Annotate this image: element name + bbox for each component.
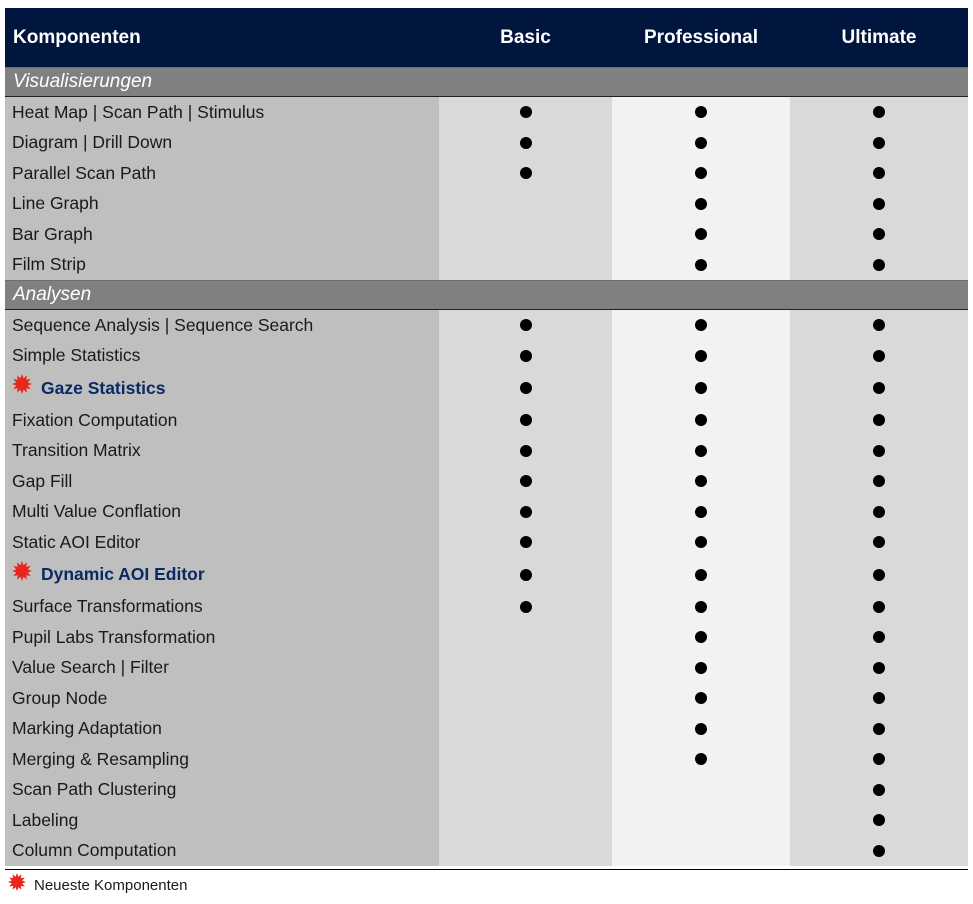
table-row [5,436,968,467]
included-dot-icon [873,259,885,271]
component-cell [5,805,439,836]
included-dot-icon [520,106,532,118]
header-professional: Professional [643,26,759,48]
component-label: Static AOI Editor [12,531,141,552]
legend-text: Neueste Komponenten [34,876,188,894]
component-label: Scan Path Clustering [12,779,177,800]
included-dot-icon [695,662,707,674]
included-dot-icon [873,506,885,518]
component-cell [5,714,439,745]
included-dot-icon [520,382,532,394]
professional-cell [612,250,790,281]
included-dot-icon [695,569,707,581]
included-dot-icon [873,167,885,179]
basic-cell [439,805,612,836]
table-row [5,219,968,250]
included-dot-icon [695,692,707,704]
included-dot-icon [520,137,532,149]
included-dot-icon [873,753,885,765]
included-dot-icon [873,662,885,674]
included-dot-icon [695,753,707,765]
professional-cell [612,97,790,128]
basic-cell [439,436,612,467]
professional-cell [612,158,790,189]
included-dot-icon [695,631,707,643]
professional-cell [612,527,790,558]
component-label: Heat Map | Scan Path | Stimulus [12,101,265,122]
component-label: Simple Statistics [12,345,141,366]
basic-cell [439,128,612,159]
component-cell [5,219,439,250]
component-cell [5,436,439,467]
component-cell [5,622,439,653]
table-row [5,775,968,806]
component-cell [5,310,439,341]
starburst-icon [12,374,32,394]
component-label: Group Node [12,687,108,708]
header-components: Komponenten [13,26,141,48]
basic-cell [439,341,612,372]
basic-cell [439,653,612,684]
component-cell [5,189,439,220]
table-row [5,836,968,867]
included-dot-icon [520,319,532,331]
included-dot-icon [873,382,885,394]
basic-cell [439,405,612,436]
included-dot-icon [695,350,707,362]
included-dot-icon [695,106,707,118]
included-dot-icon [873,106,885,118]
ultimate-cell [790,527,968,558]
component-label: Value Search | Filter [12,657,169,678]
professional-cell [612,466,790,497]
component-label: Film Strip [12,254,86,275]
basic-cell [439,714,612,745]
ultimate-cell [790,189,968,220]
professional-cell [612,219,790,250]
table-row [5,558,968,592]
included-dot-icon [873,137,885,149]
included-dot-icon [520,601,532,613]
basic-cell [439,558,612,592]
ultimate-cell [790,310,968,341]
professional-cell [612,405,790,436]
starburst-icon [8,873,26,891]
basic-cell [439,622,612,653]
included-dot-icon [695,723,707,735]
component-label: Dynamic AOI Editor [41,564,205,584]
table-row [5,158,968,189]
section-header: Analysen [5,280,968,310]
professional-cell [612,341,790,372]
basic-cell [439,592,612,623]
professional-cell [612,653,790,684]
ultimate-cell [790,436,968,467]
ultimate-cell [790,341,968,372]
ultimate-cell [790,744,968,775]
component-label: Column Computation [12,840,177,861]
component-cell [5,466,439,497]
component-cell [5,341,439,372]
table-row [5,250,968,281]
component-cell [5,683,439,714]
included-dot-icon [695,259,707,271]
professional-cell [612,310,790,341]
header-ultimate: Ultimate [841,26,917,48]
included-dot-icon [695,228,707,240]
included-dot-icon [873,601,885,613]
included-dot-icon [695,167,707,179]
component-cell [5,97,439,128]
ultimate-cell [790,775,968,806]
basic-cell [439,158,612,189]
professional-cell [612,744,790,775]
component-label: Surface Transformations [12,596,203,617]
component-cell [5,775,439,806]
professional-cell [612,714,790,745]
component-label: Line Graph [12,193,99,214]
table-row [5,310,968,341]
basic-cell [439,775,612,806]
table-row [5,622,968,653]
ultimate-cell [790,158,968,189]
included-dot-icon [520,475,532,487]
ultimate-cell [790,97,968,128]
included-dot-icon [695,137,707,149]
table-row [5,189,968,220]
table-row [5,805,968,836]
feature-comparison-table [5,8,968,866]
component-label: Bar Graph [12,223,93,244]
professional-cell [612,592,790,623]
section-header: Visualisierungen [5,67,968,97]
included-dot-icon [873,845,885,857]
professional-cell [612,497,790,528]
component-cell [5,558,439,592]
ultimate-cell [790,371,968,405]
basic-cell [439,219,612,250]
included-dot-icon [873,445,885,457]
component-label: Parallel Scan Path [12,162,156,183]
component-cell [5,836,439,867]
legend [8,876,187,894]
ultimate-cell [790,622,968,653]
included-dot-icon [695,475,707,487]
included-dot-icon [520,536,532,548]
included-dot-icon [873,631,885,643]
professional-cell [612,371,790,405]
basic-cell [439,836,612,867]
component-cell [5,371,439,405]
component-label: Gaze Statistics [41,377,166,398]
included-dot-icon [520,506,532,518]
table-row [5,466,968,497]
professional-cell [612,622,790,653]
basic-cell [439,250,612,281]
professional-cell [612,128,790,159]
component-cell [5,744,439,775]
ultimate-cell [790,558,968,592]
ultimate-cell [790,497,968,528]
component-label: Diagram | Drill Down [12,132,173,153]
component-cell [5,497,439,528]
included-dot-icon [695,506,707,518]
component-label: Sequence Analysis | Sequence Search [12,314,314,335]
ultimate-cell [790,836,968,867]
table-row [5,97,968,128]
included-dot-icon [695,601,707,613]
included-dot-icon [873,784,885,796]
component-cell [5,128,439,159]
included-dot-icon [695,536,707,548]
component-label: Fixation Computation [12,409,178,430]
basic-cell [439,371,612,405]
ultimate-cell [790,128,968,159]
included-dot-icon [873,319,885,331]
ultimate-cell [790,805,968,836]
basic-cell [439,310,612,341]
component-label: Merging & Resampling [12,748,190,769]
table-row [5,497,968,528]
table-row [5,405,968,436]
included-dot-icon [695,382,707,394]
included-dot-icon [873,475,885,487]
table-row [5,653,968,684]
included-dot-icon [873,228,885,240]
included-dot-icon [873,414,885,426]
included-dot-icon [695,198,707,210]
ultimate-cell [790,653,968,684]
table-row [5,371,968,405]
basic-cell [439,527,612,558]
professional-cell [612,775,790,806]
included-dot-icon [873,350,885,362]
included-dot-icon [873,692,885,704]
included-dot-icon [873,198,885,210]
ultimate-cell [790,592,968,623]
component-label: Pupil Labs Transformation [12,626,216,647]
professional-cell [612,558,790,592]
ultimate-cell [790,714,968,745]
basic-cell [439,466,612,497]
basic-cell [439,744,612,775]
included-dot-icon [695,319,707,331]
component-label: Transition Matrix [12,440,141,461]
table-row [5,714,968,745]
starburst-icon [12,561,32,581]
professional-cell [612,189,790,220]
ultimate-cell [790,405,968,436]
included-dot-icon [695,445,707,457]
component-cell [5,653,439,684]
header-basic: Basic [500,26,551,48]
component-cell [5,158,439,189]
basic-cell [439,189,612,220]
basic-cell [439,97,612,128]
ultimate-cell [790,466,968,497]
included-dot-icon [520,350,532,362]
table-row [5,128,968,159]
included-dot-icon [520,445,532,457]
table-row [5,527,968,558]
component-label: Multi Value Conflation [12,501,181,522]
component-cell [5,405,439,436]
professional-cell [612,836,790,867]
included-dot-icon [520,414,532,426]
component-label: Labeling [12,809,79,830]
table-row [5,341,968,372]
component-cell [5,527,439,558]
component-label: Gap Fill [12,470,73,491]
included-dot-icon [520,569,532,581]
table-body [5,67,968,866]
included-dot-icon [873,814,885,826]
component-cell [5,250,439,281]
included-dot-icon [873,569,885,581]
table-row [5,592,968,623]
component-cell [5,592,439,623]
ultimate-cell [790,683,968,714]
table-bottom-border [5,869,968,870]
ultimate-cell [790,250,968,281]
included-dot-icon [520,167,532,179]
professional-cell [612,436,790,467]
table-row [5,683,968,714]
table-row [5,744,968,775]
included-dot-icon [873,536,885,548]
included-dot-icon [873,723,885,735]
ultimate-cell [790,219,968,250]
basic-cell [439,497,612,528]
professional-cell [612,805,790,836]
professional-cell [612,683,790,714]
basic-cell [439,683,612,714]
table-header [5,8,968,67]
included-dot-icon [695,414,707,426]
component-label: Marking Adaptation [12,718,162,739]
